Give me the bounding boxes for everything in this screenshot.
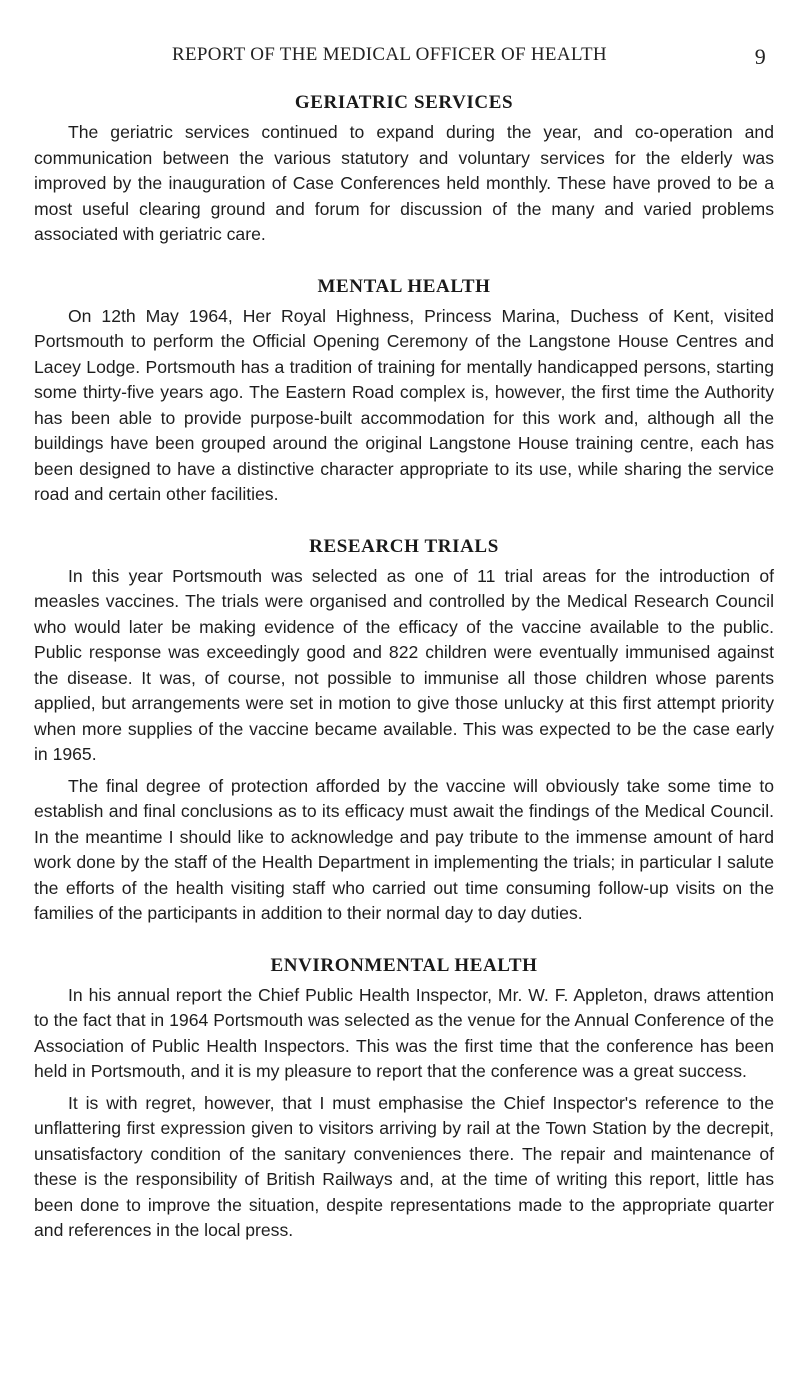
paragraph: In his annual report the Chief Public Health Inspector, Mr. W. F. Appleton, draws attention to the fact that in 1964 Portsmouth was selected as the venue for the Annual Conference of the Association of Public Health Inspectors. This was the first time that the conference has been held in Portsmouth, and it is my pleasure to report that the conference was a great success. <box>34 984 774 1081</box>
section-environmental-health <box>34 955 774 1244</box>
running-header <box>34 44 774 74</box>
section-heading: MENTAL HEALTH <box>317 275 491 297</box>
paragraph: The geriatric services continued to expand during the year, and co-operation and communication between the various statutory and voluntary services for the elderly was improved by the inauguration of Case Conferences held monthly. These have proved to be a most useful clearing ground and forum for discussion of the many and varied problems associated with geriatric care. <box>34 122 774 244</box>
section-heading: RESEARCH TRIALS <box>309 535 499 557</box>
section-heading: GERIATRIC SERVICES <box>294 92 514 113</box>
page-number: 9 <box>754 44 766 69</box>
report-body <box>34 92 774 1272</box>
section-heading: ENVIRONMENTAL HEALTH <box>270 954 538 976</box>
report-title: REPORT OF THE MEDICAL OFFICER OF HEALTH <box>172 44 607 65</box>
paragraph: It is with regret, however, that I must emphasise the Chief Inspector's reference to the unflattering first expression given to visitors arriving by rail at the Town Station by the decrepit, unsatisfactory condition of the sanitary conveniences there. The repair and maintenance of these is the responsibility of British Railways and, at the time of writing this report, little has been done to improve the situation, despite representations made to the appropriate quarter and references in the local press. <box>34 1092 774 1240</box>
section-geriatric-services <box>34 92 774 248</box>
paragraph: On 12th May 1964, Her Royal Highness, Princess Marina, Duchess of Kent, visited Portsmouth to perform the Official Opening Ceremony of the Langstone House Centres and Lacey Lodge. Portsmouth has a tradition of training for mentally handicapped persons, starting some thirty-five years ago. The Eastern Road complex is, however, the first time the Authority has been able to provide purpose-built accommodation for this work and, although all the buildings have been grouped around the original Langstone House training centre, each has been designed to have a distinctive character appropriate to its use, while sharing the service road and certain other facilities. <box>34 305 774 504</box>
paragraph: The final degree of protection afforded by the vaccine will obviously take some time to establish and final conclusions as to its efficacy must await the findings of the Medical Council. In the meantime I should like to acknowledge and pay tribute to the immense amount of hard work done by the staff of the Health Department in implementing the trials; in particular I salute the efforts of the health visiting staff who carried out time consuming follow-up visits on the families of the participants in addition to their normal day to day duties. <box>34 775 774 923</box>
paragraph: In this year Portsmouth was selected as one of 11 trial areas for the introduction of measles vaccines. The trials were organised and controlled by the Medical Research Council who would later be making evidence of the efficacy of the vaccine available to the public. Public response was exceedingly good and 822 children were eventually immunised against the disease. It was, of course, not possible to immunise all those children whose parents applied, but arrangements were set in motion to give those unlucky at this first attempt priority when more supplies of the vaccine became available. This was expected to be the case early in 1965. <box>34 565 774 764</box>
section-mental-health <box>34 276 774 508</box>
section-research-trials <box>34 536 774 927</box>
